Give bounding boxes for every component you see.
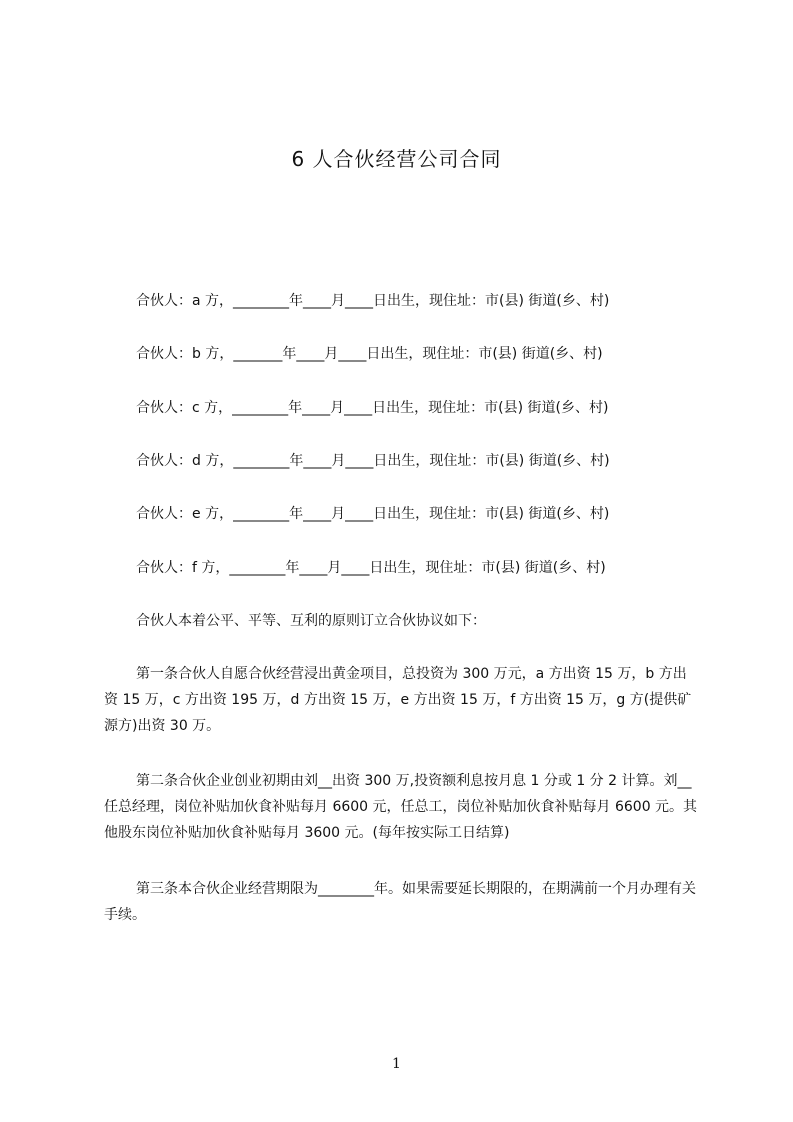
partner-line-e: 合伙人：e 方，________年____月____日出生，现住址：市(县) 街道(乡、村) (136, 506, 610, 522)
article-1: 第一条合伙人自愿合伙经营浸出黄金项目，总投资为 300 万元，a 方出资 15 万，b 方出资 15 万，c 方出资 195 万，d 方出资 15 万，e 方出资 15 万，f 方出资 15 万，g 方(提供矿源方)出资 30 万。 (104, 666, 692, 734)
partner-line-a: 合伙人：a 方，________年____月____日出生，现住址：市(县) 街道(乡、村) (136, 293, 610, 309)
partner-line-f: 合伙人：f 方，________年____月____日出生，现住址：市(县) 街道(乡、村) (136, 560, 606, 576)
page-number: 1 (392, 1056, 401, 1072)
article-2: 第二条合伙企业创业初期由刘__出资 300 万,投资额利息按月息 1 分或 1 分 2 计算。刘__任总经理，岗位补贴加伙食补贴每月 6600 元，任总工，岗位补贴加伙食补贴每月 6600 元。其他股东岗位补贴加伙食补贴每月 3600 元。(每年按实际工日结算) (104, 773, 698, 841)
partner-line-d: 合伙人：d 方，________年____月____日出生，现住址：市(县) 街道(乡、村) (136, 453, 610, 469)
agreement-intro: 合伙人本着公平、平等、互利的原则订立合伙协议如下： (136, 613, 486, 629)
partner-line-b: 合伙人：b 方，_______年____月____日出生，现住址：市(县) 街道(乡、村) (136, 346, 603, 362)
article-3: 第三条本合伙企业经营期限为________年。如果需要延长期限的，在期满前一个月办理有关手续。 (104, 881, 696, 923)
partner-line-c: 合伙人：c 方，________年____月____日出生，现住址：市(县) 街道(乡、村) (136, 400, 609, 416)
document-title: 6 人合伙经营公司合同 (291, 147, 502, 171)
